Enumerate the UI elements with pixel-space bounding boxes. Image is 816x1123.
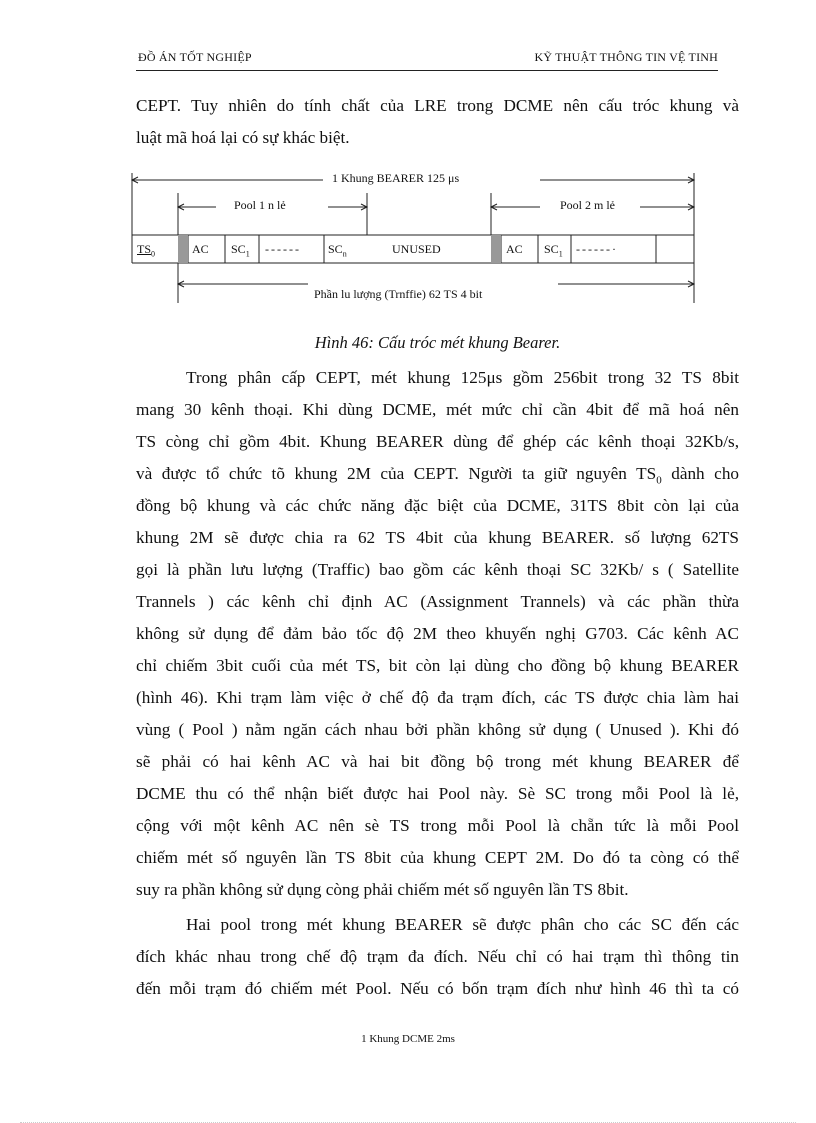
- body-line: đến mỗi trạm đó chiếm mét Pool. Nếu có bốn trạm đích như hình 46 thì ta có: [136, 979, 739, 998]
- body-line: chỉ chiếm 3bit cuối của mét TS, bit còn lại dùng cho đồng bộ khung BEARER: [136, 656, 739, 675]
- scn-text: SC: [328, 242, 343, 256]
- sc1-text-2: SC: [544, 242, 559, 256]
- traffic-span-label: Phần lu lượng (Trnffie) 62 TS 4 bit: [314, 287, 483, 301]
- ts0-sub: 0: [151, 249, 156, 259]
- body-line: Trannels ) các kênh chỉ định AC (Assignment Trannels) và các phần thừa: [136, 592, 739, 611]
- dash-cell-1: ------: [265, 242, 301, 256]
- dash-cell-2: ------·: [576, 242, 618, 256]
- bearer-frame-label: 1 Khung BEARER 125 μs: [328, 171, 463, 186]
- body-line: (hình 46). Khi trạm làm việc ở chế độ đa trạm đích, các TS được chia làm hai: [136, 688, 739, 707]
- scn-sub: n: [342, 249, 347, 259]
- pool-2-label: Pool 2 m lẻ: [560, 198, 616, 212]
- body-line: không sử dụng để đảm bảo tốc độ 2M theo khuyến nghị G703. Các kênh AC: [136, 624, 739, 643]
- page-header: [138, 50, 718, 70]
- header-right-title: KỸ THUẬT THÔNG TIN VỆ TINH: [534, 50, 718, 64]
- sc1-sub-1: 1: [245, 249, 250, 259]
- ts0-cell: [137, 242, 155, 258]
- body-line: TS còng chỉ gồm 4bit. Khung BEARER dùng để ghép các kênh thoại 32Kb/s,: [136, 432, 739, 451]
- ts0-inline-sub: 0: [656, 474, 662, 487]
- sync-bit-shade-1: [178, 235, 188, 263]
- sc1-text-1: SC: [231, 242, 246, 256]
- body-line: đồng bộ khung và các chức năng đặc biệt của DCME, 31TS 8bit còn lại của: [136, 496, 739, 515]
- body-line: cộng với một kênh AC nên sè TS trong mỗi Pool là chẵn tức là mỗi Pool: [136, 816, 739, 835]
- body-line: Hai pool trong mét khung BEARER sẽ được phân cho các SC đến các: [186, 915, 739, 934]
- body-line-ts0: [136, 458, 739, 490]
- intro-line-2: luật mã hoá lại có sự khác biệt.: [136, 128, 350, 147]
- intro-paragraph: [136, 90, 739, 154]
- sc1-cell-2: [544, 242, 563, 258]
- dcme-frame-label: 1 Khung DCME 2ms: [361, 1033, 455, 1045]
- body-line: chiếm mét số nguyên lần TS 8bit của khung CEPT 2M. Do đó ta còng có thể: [136, 848, 739, 867]
- body-line-ts0-text: và được tổ chức tõ khung 2M của CEPT. Người ta giữ nguyên TS: [136, 464, 657, 483]
- scn-cell: [328, 242, 347, 258]
- body-paragraph-1: [136, 362, 739, 906]
- body-line: DCME thu có thể nhận biết được hai Pool này. Sè SC trong mỗi Pool là lẻ,: [136, 784, 739, 803]
- body-line: vùng ( Pool ) nằm ngăn cách nhau bởi phần không sử dụng ( Unused ). Khi đó: [136, 720, 739, 739]
- body-line: Trong phân cấp CEPT, mét khung 125μs gồm 256bit trong 32 TS 8bit: [186, 368, 739, 387]
- bearer-frame-lines: [128, 165, 703, 307]
- sc1-cell-1: [231, 242, 250, 258]
- ac-cell-2: AC: [506, 242, 523, 256]
- body-line: khung 2M sẽ được chia ra 62 TS 4bit của khung BEARER. số lượng 62TS: [136, 528, 739, 547]
- ts0-text: TS: [137, 242, 152, 256]
- ac-cell-1: AC: [192, 242, 209, 256]
- body-line: gọi là phần lưu lượng (Traffic) bao gồm các kênh thoại SC 32Kb/ s ( Satellite: [136, 560, 739, 579]
- pool-1-label: Pool 1 n lẻ: [234, 198, 286, 212]
- body-line: sẽ phải có hai kênh AC và hai bit đồng bộ trong mét khung BEARER để: [136, 752, 739, 771]
- bearer-frame-diagram: [128, 165, 703, 307]
- body-line: đích khác nhau trong chế độ trạm đa đích. Nếu chỉ có hai trạm thì thông tin: [136, 947, 739, 966]
- intro-line-1: CEPT. Tuy nhiên do tính chất của LRE trong DCME nên cấu tróc khung và: [136, 96, 739, 115]
- header-left-title: ĐỒ ÁN TỐT NGHIỆP: [138, 50, 252, 64]
- ts0-inline-tail: dành cho: [661, 464, 739, 483]
- sync-bit-shade-2: [491, 235, 501, 263]
- header-rule: [136, 70, 718, 71]
- unused-cell: UNUSED: [392, 242, 441, 256]
- figure-caption: Hình 46: Cấu tróc mét khung Bearer.: [314, 333, 561, 352]
- body-paragraph-2: [136, 909, 739, 1005]
- body-line: suy ra phần không sử dụng còng phải chiếm mét số nguyên lần TS 8bit.: [136, 880, 629, 899]
- body-line: mang 30 kênh thoại. Khi dùng DCME, mét mức chỉ cần 4bit để mã hoá nên: [136, 400, 739, 419]
- sc1-sub-2: 1: [558, 249, 563, 259]
